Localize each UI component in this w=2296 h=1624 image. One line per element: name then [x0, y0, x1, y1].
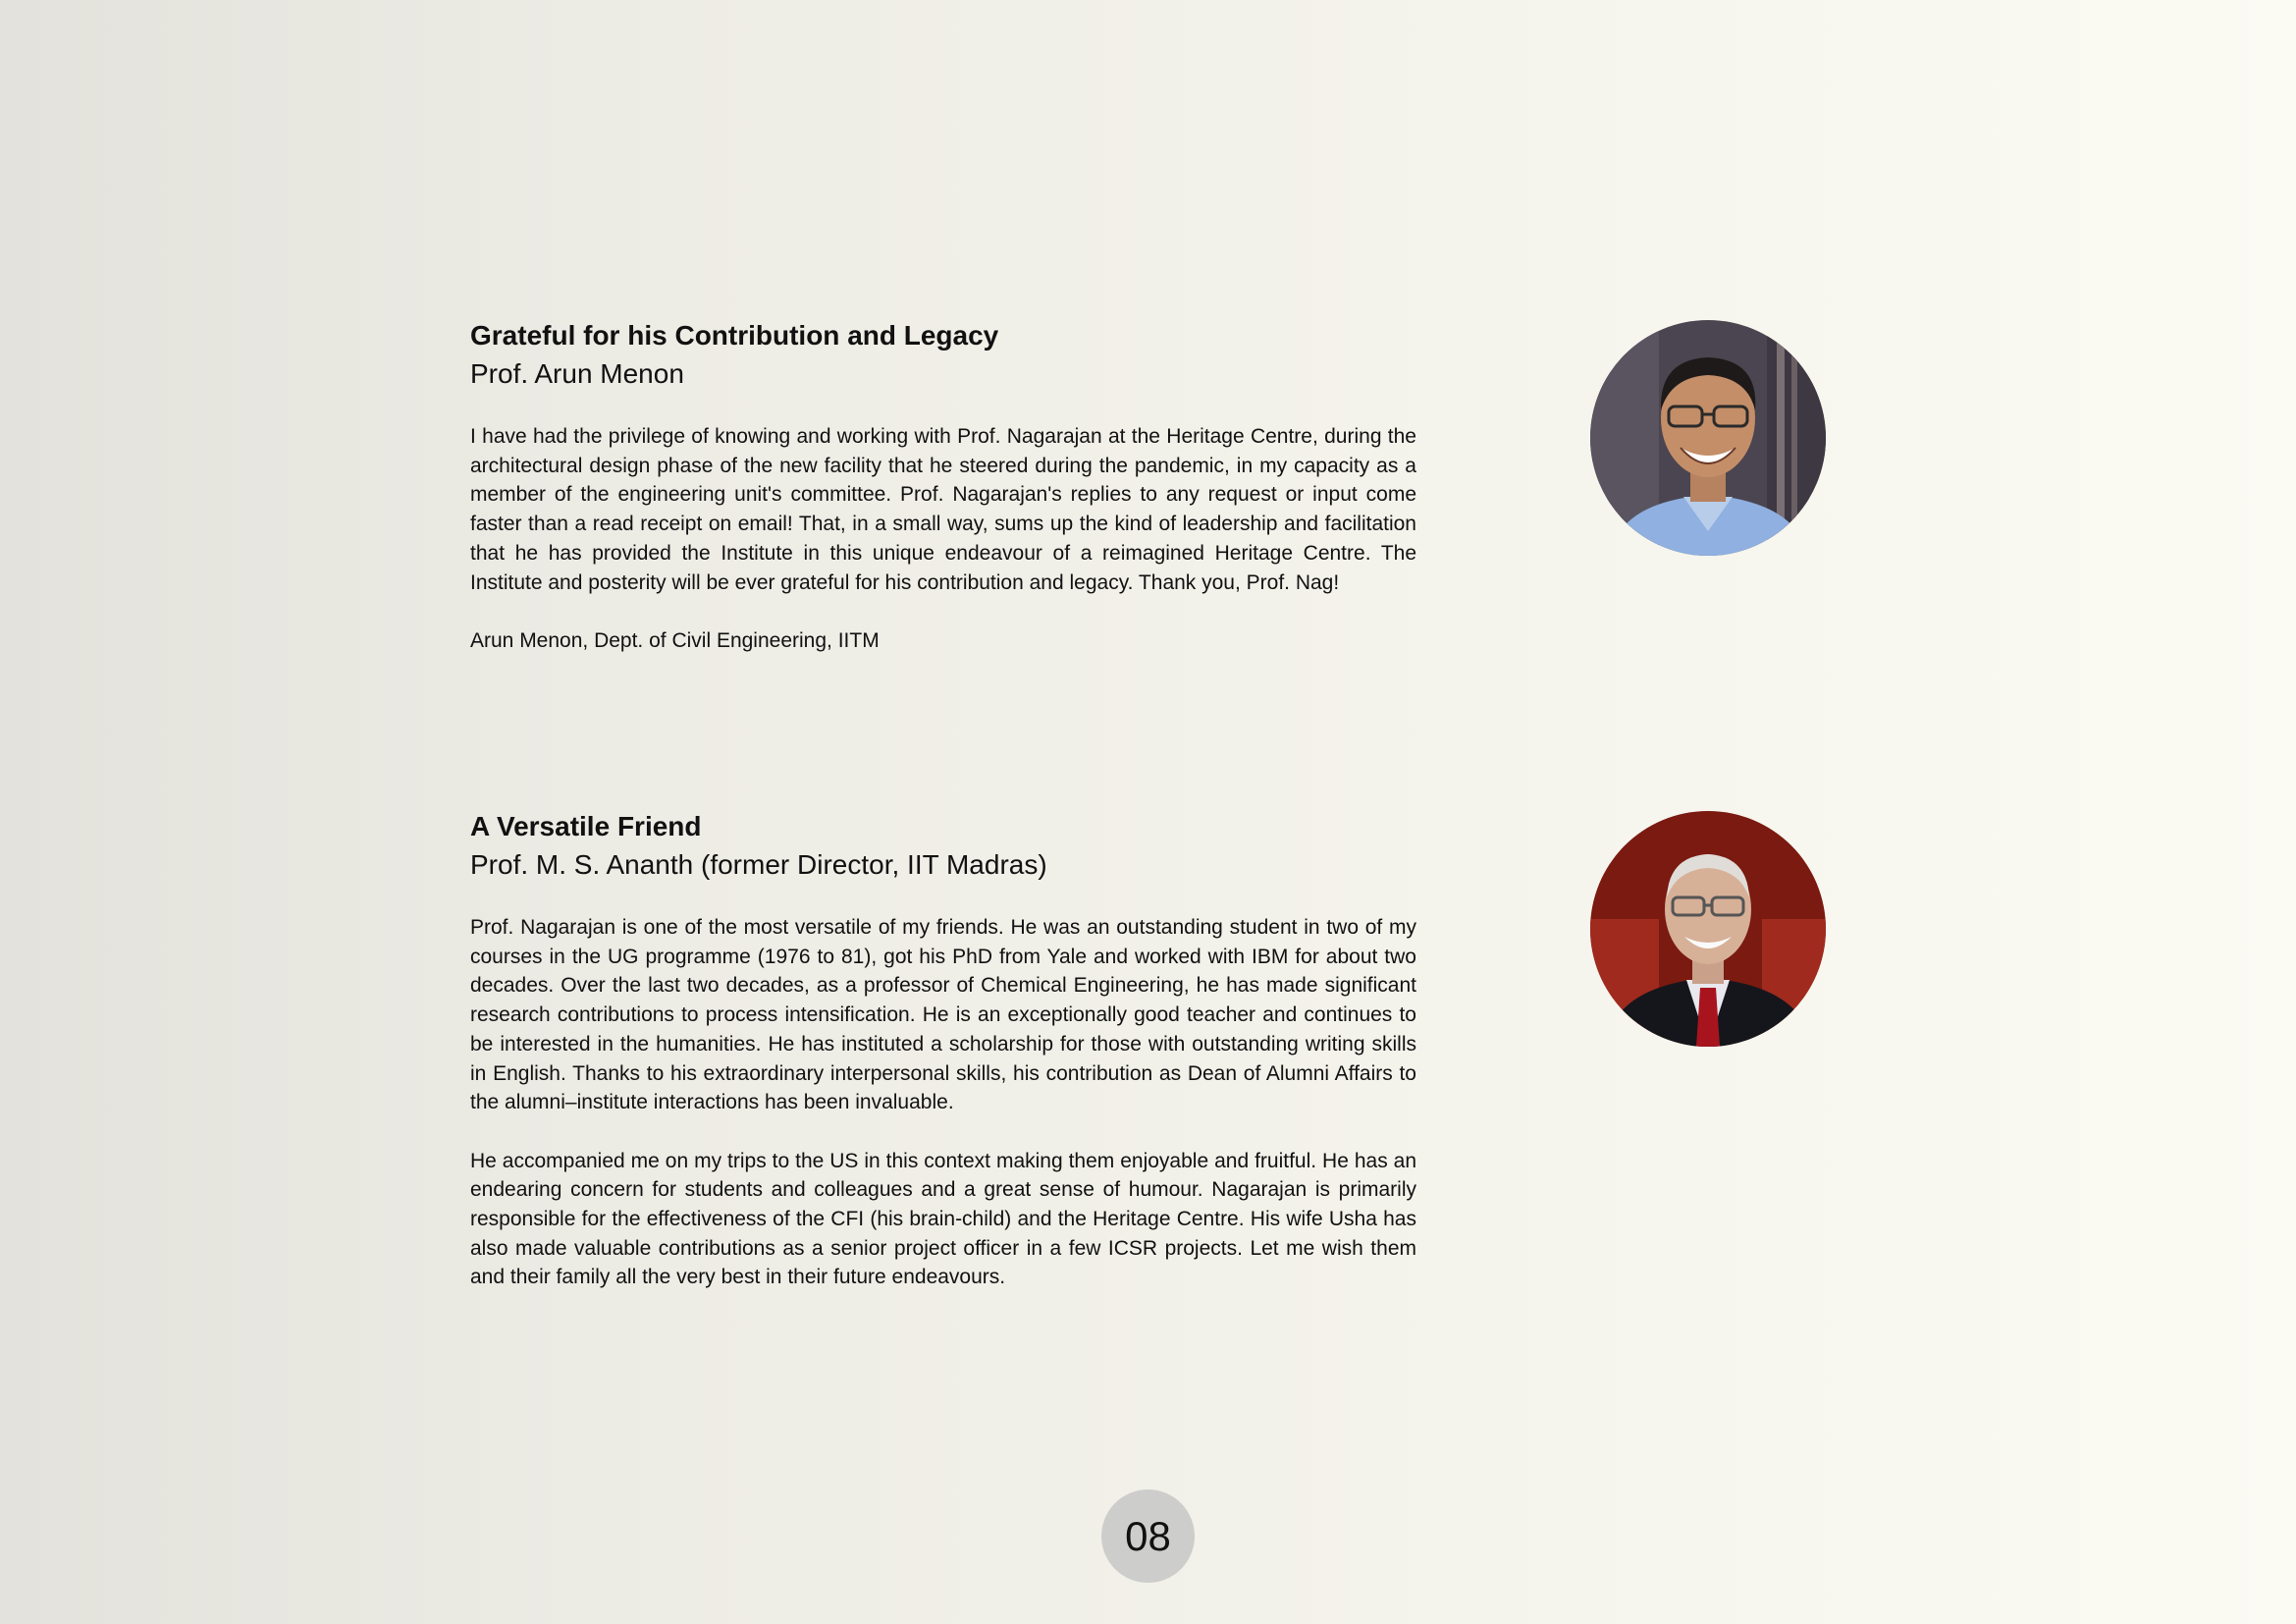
body-paragraph: I have had the privilege of knowing and working with Prof. Nagarajan at the Heritage Centre, during the architectural design phase of the new facility that he steered during the pandemic, in my capacity as a member of the engineering unit's committee. Prof. Nagarajan's replies to any request or input come faster than a read receipt on email! That, in a small way, sums up the kind of leadership and facilitation that he has provided the Institute in this unique endeavour of a reimagined Heritage Centre. The Institute and posterity will be ever grateful for his contribution and legacy. Thank you, Prof. Nag! — [470, 425, 1416, 594]
tribute-section-arun-menon — [470, 316, 1416, 656]
body-paragraph: Prof. Nagarajan is one of the most versatile of my friends. He was an outstanding student in two of my courses in the UG programme (1976 to 81), got his PhD from Yale and worked with IBM for about two decades. Over the last two decades, as a professor of Chemical Engineering, he has made significant research contributions to process intensification. He is an exceptionally good teacher and continues to be interested in the humanities. He has instituted a scholarship for those with outstanding writing skills in English. Thanks to his extraordinary interpersonal skills, his contribution as Dean of Alumni Affairs to the alumni–institute interactions has been invaluable. — [470, 916, 1416, 1114]
section-author: Prof. Arun Menon — [470, 358, 684, 389]
section-title: Grateful for his Contribution and Legacy — [470, 320, 999, 351]
tribute-section-ms-ananth — [470, 807, 1416, 1322]
portrait-photo-ms-ananth — [1590, 811, 1826, 1047]
page-number-badge: 08 — [1101, 1489, 1195, 1583]
portrait-photo-arun-menon — [1590, 320, 1826, 556]
section-title: A Versatile Friend — [470, 811, 702, 841]
portrait-illustration — [1590, 811, 1826, 1047]
signature: Arun Menon, Dept. of Civil Engineering, IITM — [470, 628, 880, 652]
section-author: Prof. M. S. Ananth (former Director, IIT Madras) — [470, 849, 1047, 880]
portrait-illustration — [1590, 320, 1826, 556]
body-paragraph: He accompanied me on my trips to the US in this context making them enjoyable and fruitful. He has an endearing concern for students and colleagues and a great sense of humour. Nagarajan is primarily responsible for the effectiveness of the CFI (his brain-child) and the Heritage Centre. His wife Usha has also made valuable contributions as a senior project officer in a few ICSR projects. Let me wish them and their family all the very best in their future endeavours. — [470, 1149, 1416, 1289]
